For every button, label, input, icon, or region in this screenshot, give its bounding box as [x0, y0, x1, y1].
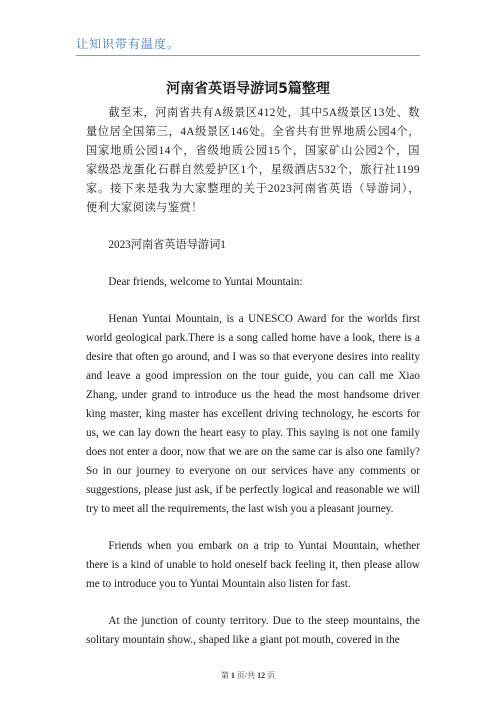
intro-paragraph: 截至末，河南省共有A级景区412处，其中5A级景区13处、数量位居全国第三，4A级景区146处。全省共有世界地质公园4个，国家地质公园14个，省级地质公园15个，国家矿山公园2个，国家级恐龙蛋化石群自然爱护区1个，星级酒店532个，旅行社1199家。接下来是我为大家整理的关于2023河南省英语（导游词），便利大家阅读与鉴赏！	[86, 107, 420, 214]
body-paragraph: Friends when you embark on a trip to Yuntai Mountain, whether there is a kind of unable to hold oneself back feeling it, then please allow me to introduce you to Yuntai Mountain also listen for fast.	[86, 540, 420, 590]
section-heading: 2023河南省英语导游词1	[108, 239, 226, 251]
current-page-number: 1	[230, 671, 235, 680]
header-slogan: 让知识带有温度。	[76, 37, 181, 51]
body-paragraph: Henan Yuntai Mountain, is a UNESCO Award for the worlds first world geological park.There is a song called home have a look, there is a desire that often go around, and I was so that everyone desires into reality and leave a good impression on the tour guide, you can call me Xiao Zhang, under grand to introduce us the head the most handsome driver king master, king master has excellent driving technology, he escorts for us, we can lay down the heart easy to play. This saying is not one family does not enter a door, now that we are on the same car is also one family? So in our journey to everyone on our services have any comments or suggestions, please just ask, if be perfectly logical and reasonable we will try to meet all the requirements, the last wish you a pleasant journey.	[86, 313, 420, 515]
document-body	[86, 104, 420, 668]
greeting-paragraph: Dear friends, welcome to Yuntai Mountain:	[108, 276, 303, 288]
body-paragraph: At the junction of county territory. Due to the steep mountains, the solitary mountain show., shaped like a giant pot mouth, covered in the	[86, 615, 420, 646]
footer-prefix: 第	[220, 671, 231, 680]
footer-suffix: 页	[265, 671, 276, 680]
document-title: 河南省英语导游词5篇整理	[166, 81, 330, 97]
header-divider	[76, 55, 420, 56]
footer-middle: 页/共	[234, 671, 258, 680]
total-page-count: 12	[257, 671, 266, 680]
page-footer	[0, 670, 496, 681]
